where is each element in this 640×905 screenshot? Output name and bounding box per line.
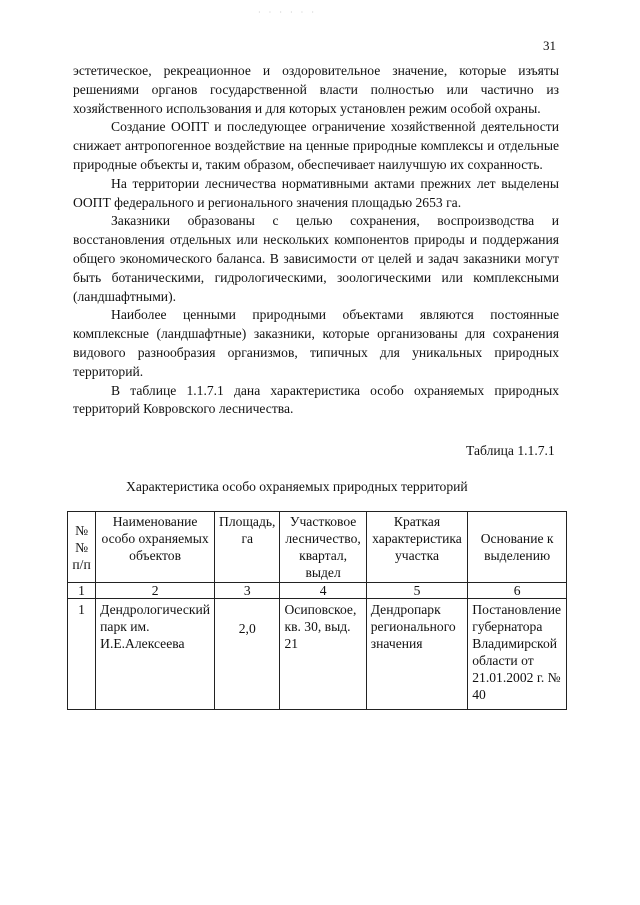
paragraph: На территории лесничества нормативными актами прежних лет выделены ООПТ федерального и регионального значения площадью 2653 га.	[73, 175, 559, 210]
header-basis: Основание к выделению	[468, 512, 567, 583]
column-number: 4	[280, 583, 366, 599]
header-name: Наименование особо охраняемых объектов	[96, 512, 215, 583]
cell-number: 1	[68, 599, 96, 710]
column-number: 2	[96, 583, 215, 599]
cell-area: 2,0	[215, 599, 280, 710]
cell-name: Дендрологический парк им. И.Е.Алексеева	[96, 599, 215, 710]
cell-location: Осиповское, кв. 30, выд. 21	[280, 599, 366, 710]
table-title: Характеристика особо охраняемых природных территорий	[126, 479, 468, 494]
header-description: Краткая характеристика участка	[366, 512, 468, 583]
paragraph: Наиболее ценными природными объектами являются постоянные комплексные (ландшафтные) заказники, которые организованы для сохранения видового разнообразия организмов, типичных для уникальных природных территорий.	[73, 307, 559, 379]
column-number: 5	[366, 583, 468, 599]
paragraph: эстетическое, рекреационное и оздоровительное значение, которые изъяты решениями органов государственной власти полностью или частично из хозяйственного использования и для которых установлен режим особой охраны.	[73, 63, 559, 116]
column-number: 1	[68, 583, 96, 599]
table-row	[68, 599, 567, 710]
column-number-row	[68, 583, 567, 599]
header-number: №№ п/п	[68, 512, 96, 583]
column-number: 6	[468, 583, 567, 599]
table-label: Таблица 1.1.7.1	[466, 443, 555, 458]
page-number: 31	[543, 38, 556, 53]
header-location: Участковое лесничество, квартал, выдел	[280, 512, 366, 583]
table-header-row	[68, 512, 567, 583]
cell-basis: Постановление губернатора Владимирской области от 21.01.2002 г. № 40	[468, 599, 567, 710]
scan-marks: · · · · · ·	[258, 8, 317, 17]
paragraph: В таблице 1.1.7.1 дана характеристика особо охраняемых природных территорий Ковровского лесничества.	[73, 382, 559, 417]
cell-description: Дендропарк регионального значения	[366, 599, 468, 710]
column-number: 3	[215, 583, 280, 599]
body-text	[73, 62, 559, 419]
paragraph: Создание ООПТ и последующее ограничение хозяйственной деятельности снижает антропогенное воздействие на ценные природные комплексы и отдельные природные объекты и, таким образом, обеспечивает наилучшую их сохранность.	[73, 119, 559, 172]
header-area: Площадь, га	[215, 512, 280, 583]
paragraph: Заказники образованы с целью сохранения, воспроизводства и восстановления отдельных или нескольких компонентов природы и поддержания общего экономического баланса. В зависимости от целей и задач заказники могут быть ботаническими, гидрологическими, зоологическими или комплексными (ландшафтными).	[73, 213, 559, 304]
protected-areas-table	[67, 511, 567, 710]
